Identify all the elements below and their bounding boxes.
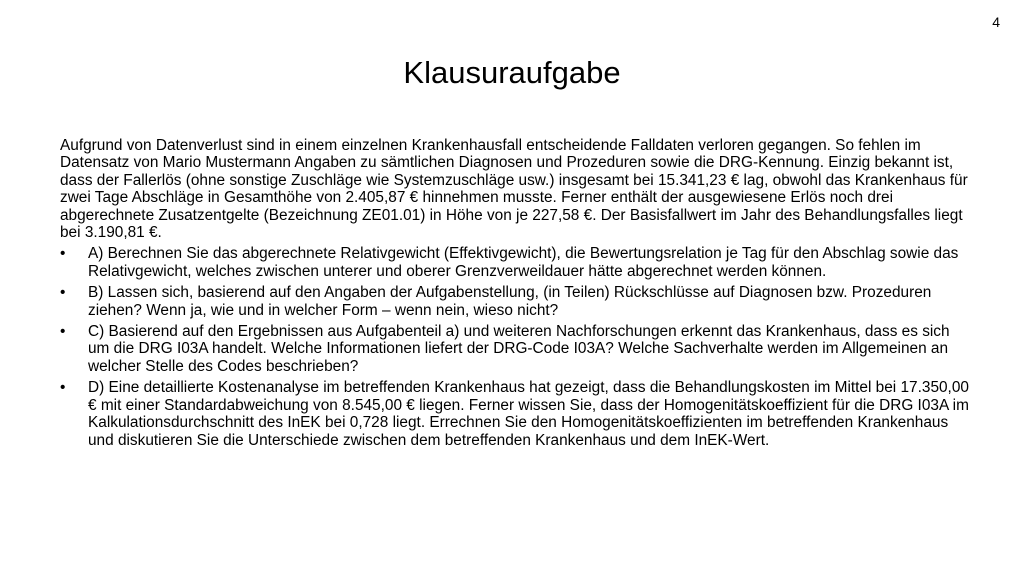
task-text-d: D) Eine detaillierte Kostenanalyse im betreffenden Krankenhaus hat gezeigt, dass die Behandlungskosten im Mittel bei 17.350,00 € mit einer Standardabweichung von 8.545,00 € liegen. Ferner wissen Sie, dass der Homogenitätskoeffizient für die DRG I03A im Kalkulationsdurchschnitt des InEK bei 0,728 liegt. Errechnen Sie den Homogenitätskoeffizienten im betreffenden Krankenhaus und diskutieren Sie die Unterschiede zwischen dem betreffenden Krankenhaus und dem InEK-Wert. <box>88 379 969 449</box>
slide-content <box>60 137 970 449</box>
bullet-icon: • <box>60 379 66 397</box>
task-item-a <box>60 245 970 280</box>
task-text-a: A) Berechnen Sie das abgerechnete Relativgewicht (Effektivgewicht), die Bewertungsrelation je Tag für den Abschlag sowie das Relativgewicht, welches zwischen unterer und oberer Grenzverweildauer hätte abgerechnet werden können. <box>88 245 959 280</box>
intro-paragraph: Aufgrund von Datenverlust sind in einem einzelnen Krankenhausfall entscheidende Falldaten verloren gegangen. So fehlen im Datensatz von Mario Mustermann Angaben zu sämtlichen Diagnosen und Prozeduren sowie die DRG-Kennung. Einzig bekannt ist, dass der Fallerlös (ohne sonstige Zuschläge wie Systemzuschläge usw.) insgesamt bei 15.341,23 € lag, obwohl das Krankenhaus für zwei Tage Abschläge in Gesamthöhe von 2.405,87 € hinnehmen musste. Ferner enthält der ausgewiesene Erlös noch drei abgerechnete Zusatzentgelte (Bezeichnung ZE01.01) in Höhe von je 227,58 €. Der Basisfallwert im Jahr des Behandlungsfalles liegt bei 3.190,81 €. <box>60 137 968 242</box>
bullet-icon: • <box>60 245 66 263</box>
bullet-icon: • <box>60 284 66 302</box>
bullet-icon: • <box>60 323 66 341</box>
task-text-c: C) Basierend auf den Ergebnissen aus Aufgabenteil a) und weiteren Nachforschungen erkennt das Krankenhaus, dass es sich um die DRG I03A handelt. Welche Informationen liefert der DRG-Code I03A? Welche Sachverhalte werden im Allgemeinen an welcher Stelle des Codes beschrieben? <box>88 323 950 375</box>
task-list <box>60 245 970 448</box>
slide-title: Klausuraufgabe <box>403 55 621 90</box>
task-item-d <box>60 379 970 449</box>
task-item-b <box>60 284 970 319</box>
slide-number: 4 <box>992 14 1000 30</box>
task-item-c <box>60 323 970 375</box>
task-text-b: B) Lassen sich, basierend auf den Angaben der Aufgabenstellung, (in Teilen) Rückschlüsse auf Diagnosen bzw. Prozeduren ziehen? Wenn ja, wie und in welcher Form – wenn nein, wieso nicht? <box>88 284 932 319</box>
